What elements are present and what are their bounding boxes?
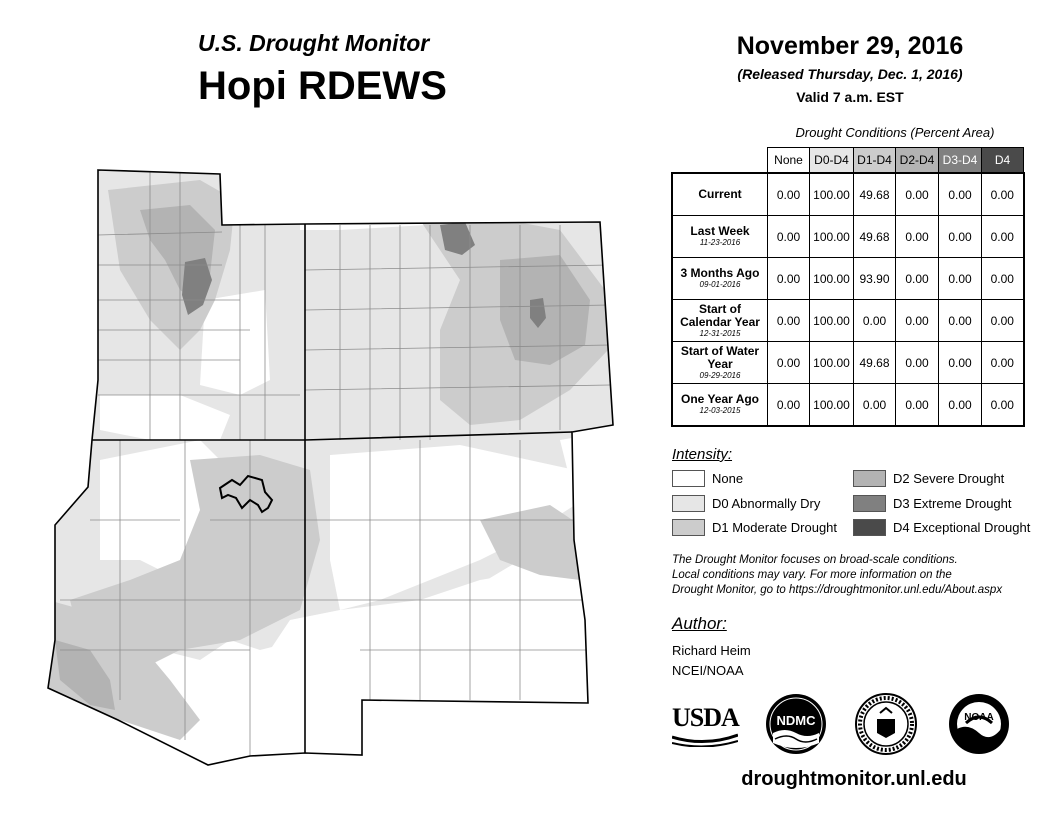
legend-item-d4: [853, 519, 1030, 536]
legend-swatch: [672, 470, 705, 487]
table-cell: 49.68: [854, 173, 896, 216]
table-row: [672, 384, 1024, 427]
table-cell: 0.00: [768, 258, 810, 300]
table-cell: 0.00: [982, 258, 1024, 300]
noaa-logo: [948, 693, 1010, 760]
table-cell: 0.00: [982, 173, 1024, 216]
table-cell: 49.68: [854, 342, 896, 384]
drought-map: [40, 160, 630, 780]
table-cell: 93.90: [854, 258, 896, 300]
legend-item-d2: [853, 470, 1004, 487]
table-cell: 0.00: [982, 384, 1024, 427]
col-d4: D4: [982, 148, 1024, 174]
disclaimer-note: [672, 553, 1032, 598]
table-cell: 100.00: [810, 384, 854, 427]
table-cell: 0.00: [982, 300, 1024, 342]
table-cell: 49.68: [854, 216, 896, 258]
table-cell: 100.00: [810, 216, 854, 258]
legend-label: D0 Abnormally Dry: [712, 496, 821, 511]
commerce-seal-icon: [855, 693, 917, 760]
table-cell: 0.00: [896, 216, 939, 258]
table-cell: 0.00: [939, 300, 982, 342]
legend-label: D3 Extreme Drought: [893, 496, 1012, 511]
legend-item-none: [672, 470, 743, 487]
ndmc-logo: [765, 693, 827, 760]
legend-swatch: [853, 519, 886, 536]
col-d0-d4: D0-D4: [810, 148, 854, 174]
table-cell: 0.00: [982, 342, 1024, 384]
author-org: NCEI/NOAA: [672, 663, 744, 678]
table-cell: 0.00: [854, 384, 896, 427]
table-cell: 0.00: [768, 342, 810, 384]
table-row: [672, 216, 1024, 258]
table-cell: 0.00: [939, 342, 982, 384]
legend-title: Intensity:: [672, 446, 733, 463]
table-cell: 0.00: [896, 342, 939, 384]
valid-time: Valid 7 a.m. EST: [796, 89, 904, 105]
note-line: Local conditions may vary. For more information on the: [672, 569, 952, 581]
table-cell: 100.00: [810, 300, 854, 342]
table-cell: 100.00: [810, 173, 854, 216]
row-label: Start of Calendar Year 12-31-2015: [672, 300, 768, 342]
legend-label: D4 Exceptional Drought: [893, 520, 1031, 535]
drought-conditions-table: [671, 147, 1025, 427]
legend-label: D2 Severe Drought: [893, 471, 1005, 486]
legend-swatch: [672, 519, 705, 536]
svg-text:NOAA: NOAA: [964, 712, 994, 723]
row-label: 3 Months Ago 09-01-2016: [672, 258, 768, 300]
row-label: Last Week 11-23-2016: [672, 216, 768, 258]
author-name: Richard Heim: [672, 643, 751, 658]
website-link[interactable]: droughtmonitor.unl.edu: [741, 768, 967, 790]
legend-swatch: [672, 495, 705, 512]
table-cell: 0.00: [768, 173, 810, 216]
table-corner: [672, 148, 768, 174]
table-cell: 0.00: [896, 258, 939, 300]
usda-logo-text: USDA: [672, 703, 739, 732]
table-row: [672, 300, 1024, 342]
note-line: Drought Monitor, go to https://droughtmonitor.unl.edu/About.aspx: [672, 584, 1003, 596]
col-d3-d4: D3-D4: [939, 148, 982, 174]
table-cell: 0.00: [939, 258, 982, 300]
row-label: Start of Water Year 09-29-2016: [672, 342, 768, 384]
row-label: One Year Ago 12-03-2015: [672, 384, 768, 427]
usda-logo: [672, 703, 738, 749]
table-cell: 0.00: [896, 300, 939, 342]
svg-text:NDMC: NDMC: [776, 713, 816, 728]
map-date: November 29, 2016: [736, 32, 964, 60]
author-heading: Author:: [672, 614, 727, 633]
legend-item-d0: [672, 495, 820, 512]
row-label: Current: [672, 173, 768, 216]
col-d2-d4: D2-D4: [896, 148, 939, 174]
table-cell: 0.00: [896, 384, 939, 427]
table-cell: 0.00: [768, 384, 810, 427]
table-cell: 0.00: [939, 173, 982, 216]
table-cell: 100.00: [810, 342, 854, 384]
author-block: [672, 641, 751, 681]
legend-label: D1 Moderate Drought: [712, 520, 838, 535]
legend-item-d3: [853, 495, 1012, 512]
col-d1-d4: D1-D4: [854, 148, 896, 174]
table-cell: 0.00: [939, 384, 982, 427]
usda-swoosh-icon: [672, 733, 738, 747]
col-none: None: [768, 148, 810, 174]
release-date: (Released Thursday, Dec. 1, 2016): [737, 66, 963, 82]
map-subtitle: U.S. Drought Monitor: [198, 30, 430, 56]
table-cell: 0.00: [768, 216, 810, 258]
table-cell: 0.00: [854, 300, 896, 342]
legend-item-d1: [672, 519, 837, 536]
table-row: [672, 173, 1024, 216]
table-cell: 0.00: [982, 216, 1024, 258]
legend-label: None: [712, 471, 744, 486]
table-cell: 0.00: [939, 216, 982, 258]
legend-swatch: [853, 495, 886, 512]
table-cell: 0.00: [896, 173, 939, 216]
map-title: Hopi RDEWS: [198, 64, 447, 108]
table-row: [672, 342, 1024, 384]
table-cell: 100.00: [810, 258, 854, 300]
legend-swatch: [853, 470, 886, 487]
table-cell: 0.00: [768, 300, 810, 342]
note-line: The Drought Monitor focuses on broad-scale conditions.: [672, 554, 958, 566]
table-caption: Drought Conditions (Percent Area): [795, 125, 995, 140]
table-row: [672, 258, 1024, 300]
